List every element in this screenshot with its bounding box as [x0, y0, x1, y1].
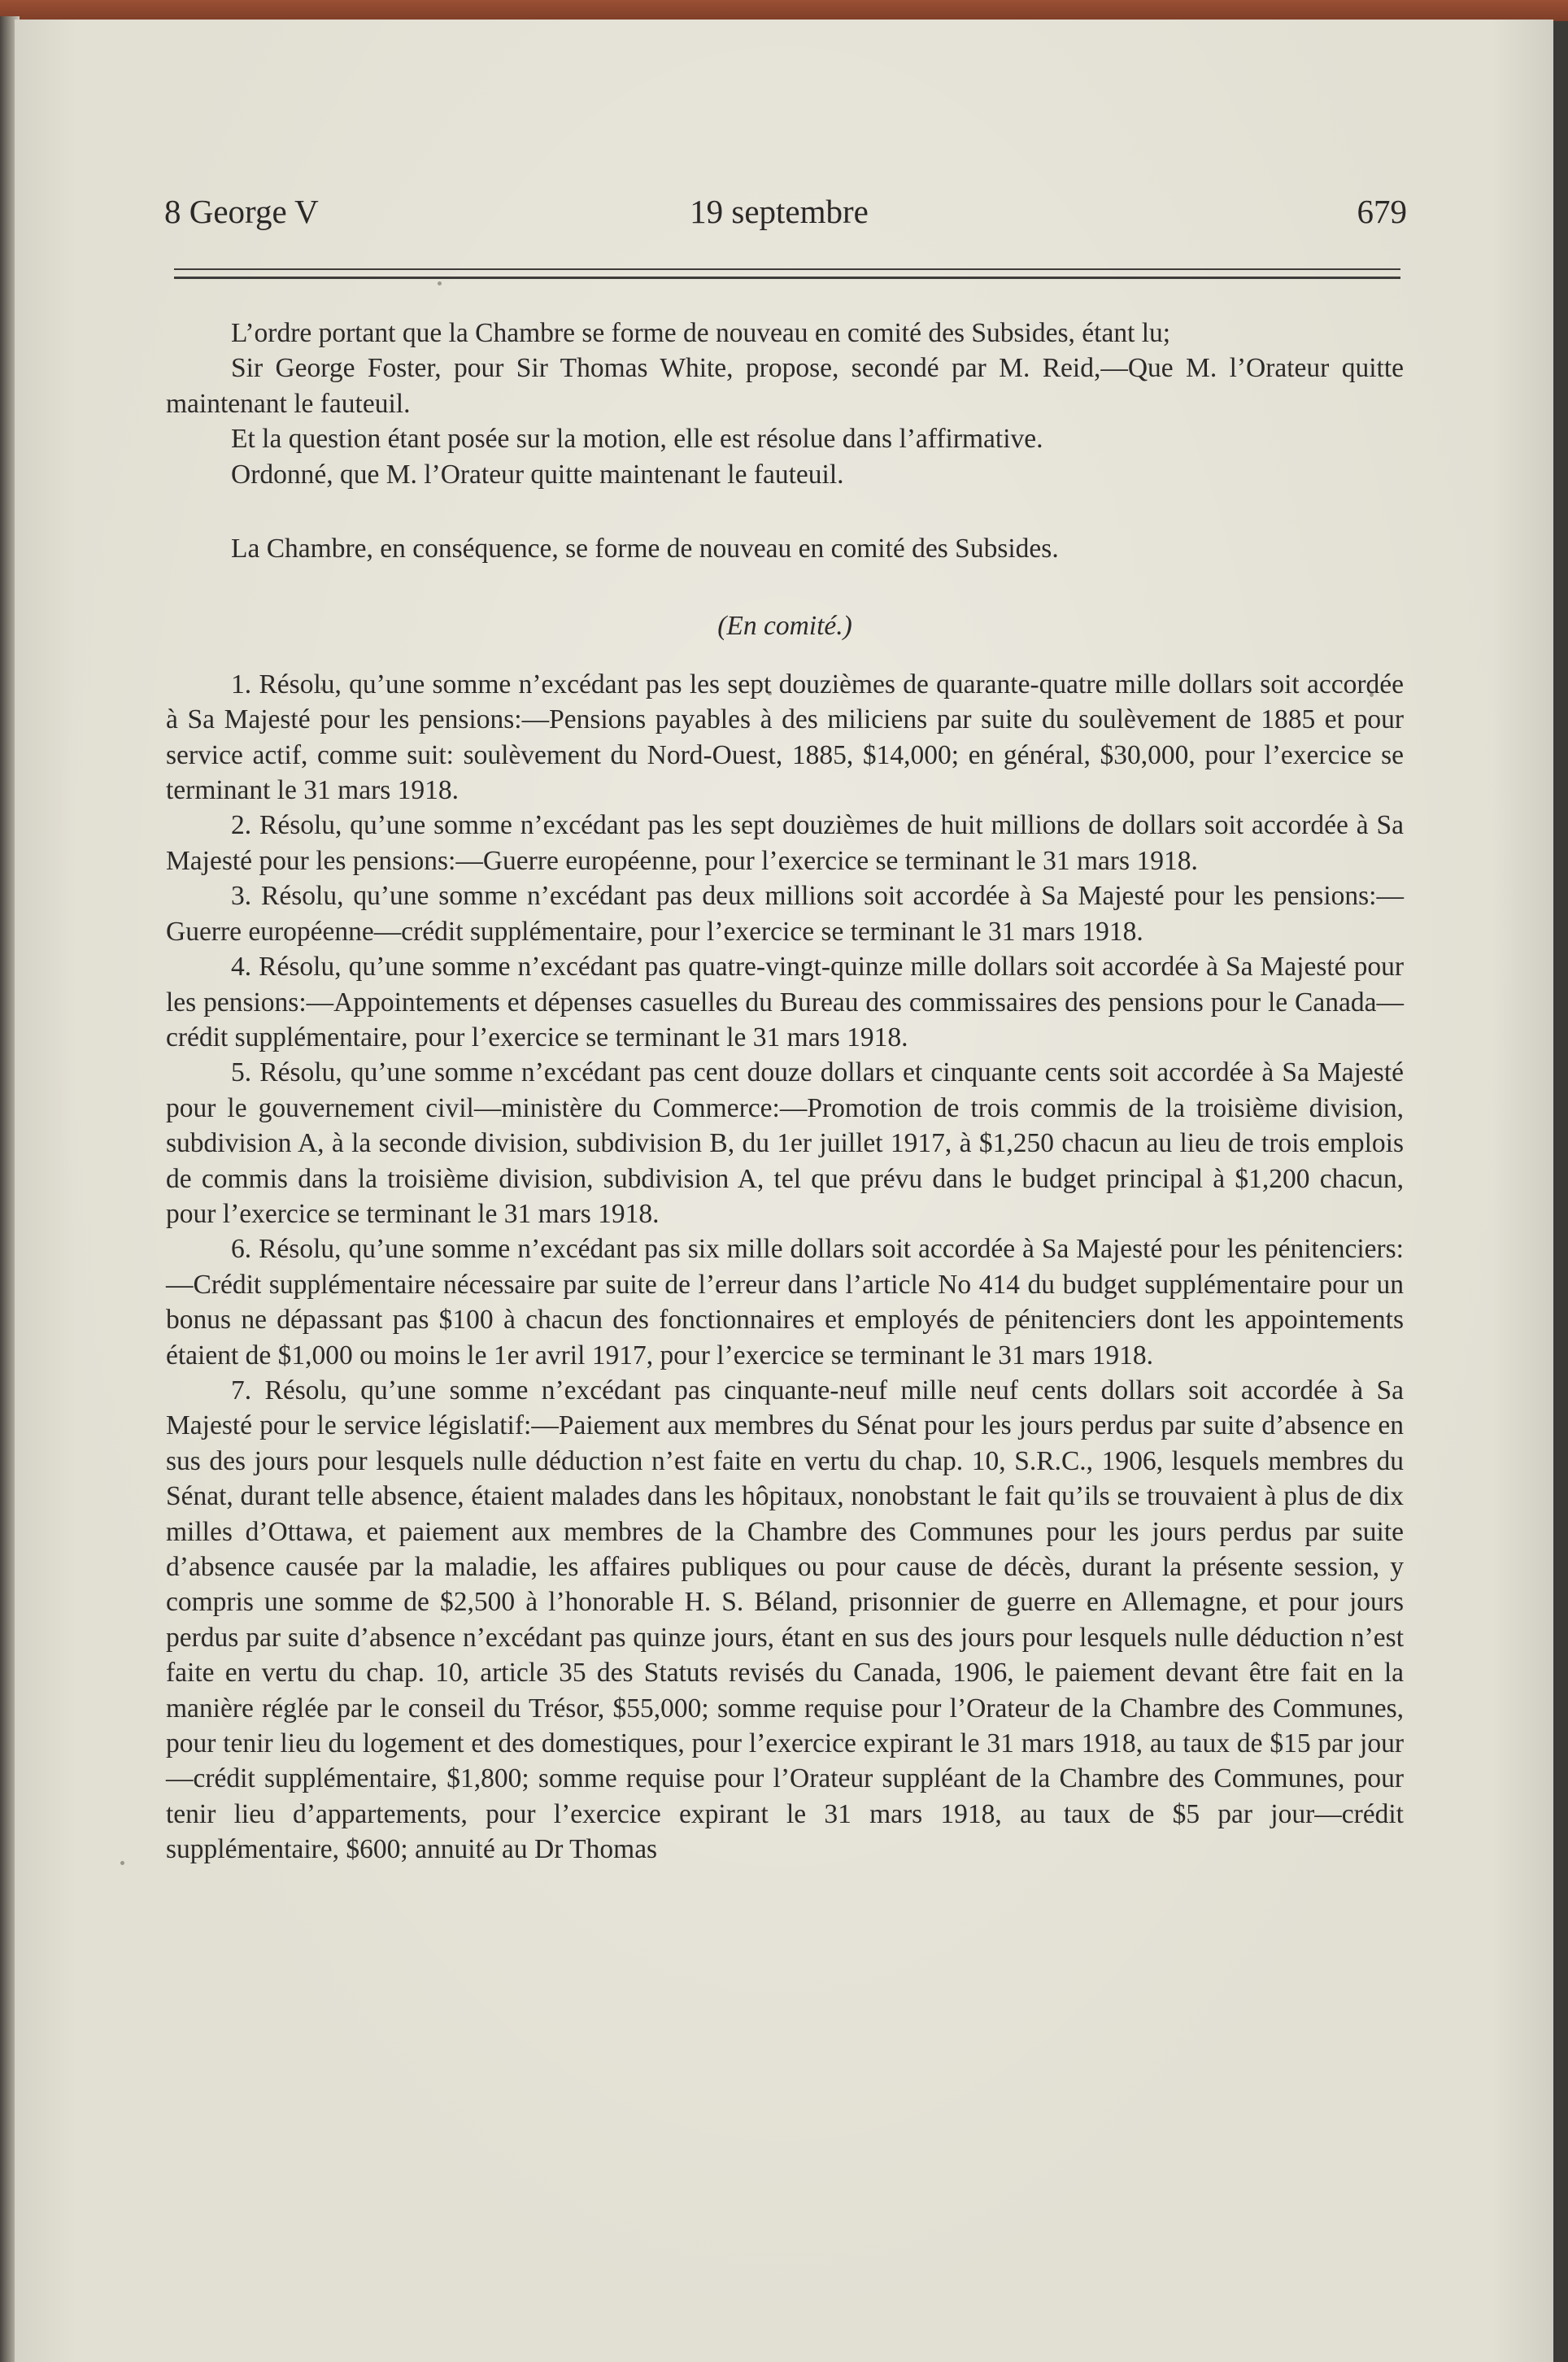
resolution-5: 5. Résolu, qu’une somme n’excédant pas cent douze dollars et cinquante cents soit accordée à Sa Majesté pour le gouvernement civil—ministère du Commerce:—Promotion de trois commis de la troisième division, subdivision A, à la seconde division, subdivision B, du 1er juillet 1917, à $1,250 chacun au lieu de trois emplois de commis dans la troisième division, subdivision A, tel que prévu dans le budget principal à $1,200 chacun, pour l’exercice se terminant le 31 mars 1918. — [166, 1057, 1404, 1229]
page-body — [166, 316, 1404, 1867]
resolution-1: 1. Résolu, qu’une somme n’excédant pas les sept douzièmes de quarante-quatre mille dollars soit accordée à Sa Majesté pour les pensions:—Pensions payables à des miliciens par suite du soulèvement de 1885 et pour service actif, comme suit: soulèvement du Nord-Ouest, 1885, $14,000; en général, $30,000, pour l’exercice se terminant le 31 mars 1918. — [166, 669, 1404, 806]
resolution-2: 2. Résolu, qu’une somme n’excédant pas les sept douzièmes de huit millions de dollars soit accordée à Sa Majesté pour les pensions:—Guerre européenne, pour l’exercice se terminant le 31 mars 1918. — [166, 810, 1404, 876]
header-rule-thick — [174, 277, 1400, 279]
resolution-4: 4. Résolu, qu’une somme n’excédant pas quatre-vingt-quinze mille dollars soit accordée à Sa Majesté pour les pensions:—Appointements et dépenses casuelles du Bureau des commissaires des pensions pour le Canada—crédit supplémentaire, pour l’exercice se terminant le 31 mars 1918. — [166, 952, 1404, 1052]
paragraph-motion: Sir George Foster, pour Sir Thomas White, propose, secondé par M. Reid,—Que M. l’Orateur quitte maintenant le fauteuil. — [166, 353, 1404, 419]
paragraph-ordered: Ordonné, que M. l’Orateur quitte maintenant le fauteuil. — [231, 459, 844, 490]
resolution-7: 7. Résolu, qu’une somme n’excédant pas cinquante-neuf mille neuf cents dollars soit accordée à Sa Majesté pour le service législatif:—Paiement aux membres du Sénat pour les jours perdus par suite d’absence en sus des jours pour lesquels nulle déduction n’est faite en vertu du chap. 10, S.R.C., 1906, lesquels membres du Sénat, durant telle absence, étaient malades dans les hôpitaux, nonobstant le fait qu’ils se trouvaient à plus de dix milles d’Ottawa, et paiement aux membres de la Chambre des Communes pour les jours perdus par suite d’absence causée par la maladie, les affaires publiques ou pour cause de décès, durant la présente session, y compris une somme de $2,500 à l’honorable H. S. Béland, prisonnier de guerre en Allemagne, et pour jours perdus par suite d’absence n’excédant pas quinze jours, étant en sus des jours pour lesquels nulle déduction n’est faite en vertu du chap. 10, article 35 des Statuts revisés du Canada, 1906, le paiement devant être fait en la manière réglée par le conseil du Trésor, $55,000; somme requise pour l’Orateur de la Chambre des Communes, pour tenir lieu du logement et des domestiques, pour l’exercice expirant le 31 mars 1918, au taux de $15 par jour—crédit supplémentaire, $1,800; somme requise pour l’Orateur suppléant de la Chambre des Communes, pour tenir lieu d’appartements, pour l’exercice expirant le 31 mars 1918, au taux de $5 par jour—crédit supplémentaire, $600; annuité au Dr Thomas — [166, 1375, 1404, 1865]
running-header — [151, 171, 1407, 230]
paper-speck — [120, 1861, 124, 1865]
resolution-3: 3. Résolu, qu’une somme n’excédant pas deux millions soit accordée à Sa Majesté pour les pensions:—Guerre européenne—crédit supplémentaire, pour l’exercice se terminant le 31 mars 1918. — [166, 881, 1404, 947]
paper-speck — [768, 691, 772, 695]
header-double-rule — [174, 268, 1400, 285]
paper-speck — [438, 281, 442, 285]
paragraph-question-resolved: Et la question étant posée sur la motion, elle est résolue dans l’affirmative. — [231, 424, 1043, 455]
page-sheet — [15, 20, 1553, 2362]
committee-heading: (En comité.) — [717, 611, 852, 642]
resolution-6: 6. Résolu, qu’une somme n’excédant pas six mille dollars soit accordée à Sa Majesté pour les pénitenciers:—Crédit supplémentaire nécessaire par suite de l’erreur dans l’article No 414 du budget supplémentaire pour un bonus ne dépassant pas $100 à chacun des fonctionnaires et employés de pénitenciers dont les appointements étaient de $1,000 ou moins le 1er avril 1917, pour l’exercice se terminant le 31 mars 1918. — [166, 1234, 1404, 1371]
header-regnal-year: 8 George V — [164, 193, 319, 230]
header-page-number: 679 — [1357, 193, 1407, 230]
paragraph-committee-formed: La Chambre, en conséquence, se forme de nouveau en comité des Subsides. — [231, 534, 1059, 564]
paper-speck — [320, 686, 324, 691]
paragraph-order-read: L’ordre portant que la Chambre se forme de nouveau en comité des Subsides, étant lu; — [231, 318, 1171, 348]
book-top-edge — [0, 0, 1568, 21]
header-rule-thin — [174, 268, 1400, 270]
header-date: 19 septembre — [690, 193, 869, 230]
paper-speck — [1370, 693, 1374, 697]
